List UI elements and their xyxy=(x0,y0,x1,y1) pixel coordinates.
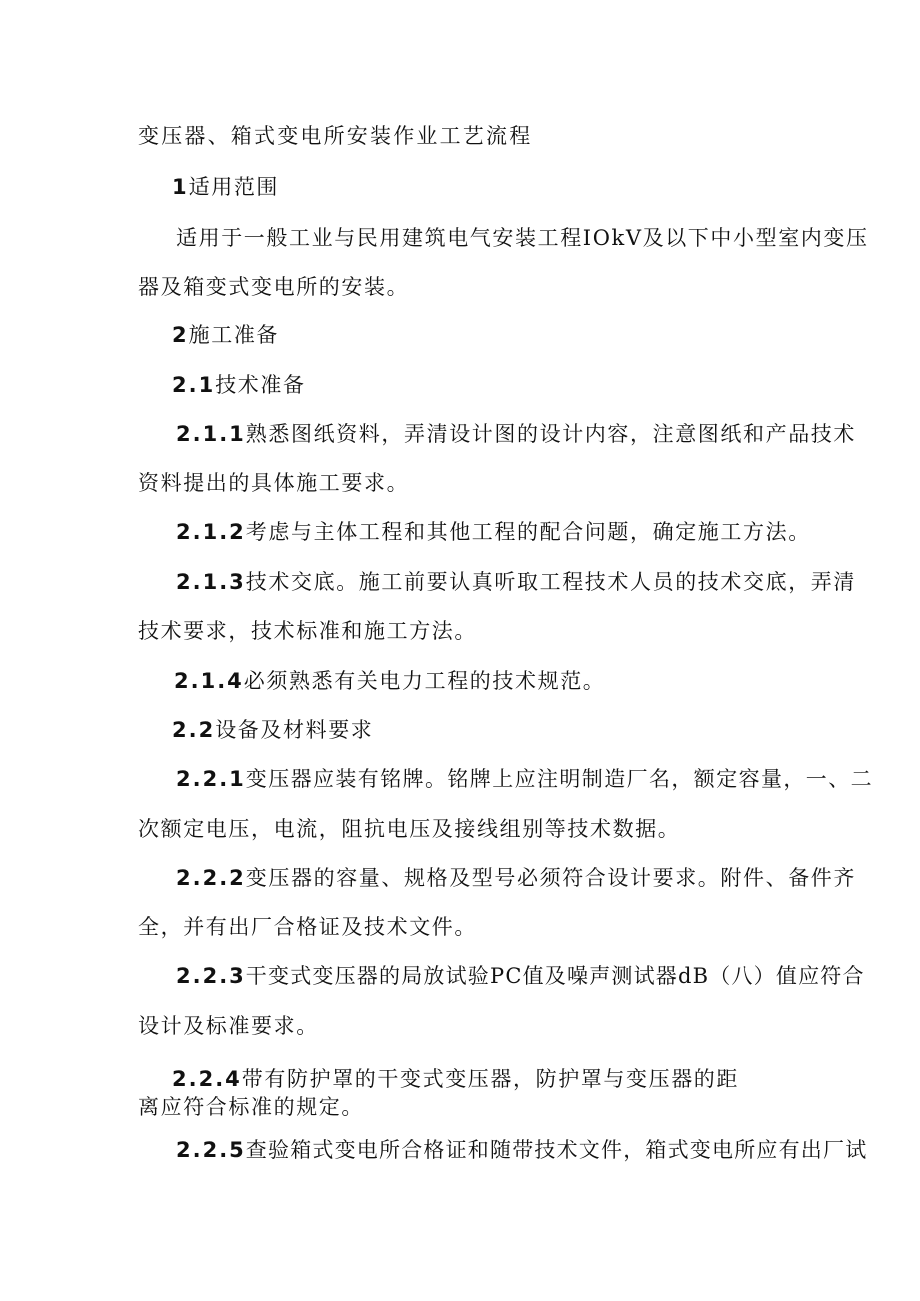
clause-text: 必须熟悉有关电力工程的技术规范。 xyxy=(243,669,606,693)
paragraph-text: 全，并有出厂合格证及技术文件。 xyxy=(138,915,477,939)
section-text: 技术准备 xyxy=(215,373,306,397)
clause-number: 2.1.3 xyxy=(176,570,246,594)
section-number: 1 xyxy=(172,175,189,199)
paragraph-line xyxy=(138,470,409,496)
clause-text: 考虑与主体工程和其他工程的配合问题，确定施工方法。 xyxy=(245,520,811,544)
clause-number: 2.1.1 xyxy=(176,422,246,446)
section-number: 2 xyxy=(172,323,189,347)
paragraph-line xyxy=(138,914,477,940)
paragraph-text: 设计及标准要求。 xyxy=(138,1014,319,1038)
subsection-heading xyxy=(172,717,373,743)
paragraph-line xyxy=(138,618,477,644)
clause-number: 2.1.4 xyxy=(174,669,244,693)
paragraph-line xyxy=(138,816,680,842)
section-text: 设备及材料要求 xyxy=(215,718,374,742)
paragraph-text: 次额定电压，电流，阻抗电压及接线组别等技术数据。 xyxy=(138,817,681,841)
paragraph-text: 器及箱变式变电所的安装。 xyxy=(138,275,410,299)
paragraph-text: 离应符合标准的规定。 xyxy=(138,1095,364,1119)
section-heading xyxy=(172,174,279,200)
clause-line xyxy=(176,963,865,989)
section-number: 2.1 xyxy=(172,373,216,397)
clause-number: 2.2.2 xyxy=(176,866,246,890)
clause-line xyxy=(176,569,856,595)
paragraph-line xyxy=(138,1013,319,1039)
section-text: 适用范围 xyxy=(188,175,280,199)
document-title: 变压器、箱式变电所安装作业工艺流程 xyxy=(138,124,533,148)
clause-line xyxy=(176,421,856,447)
clause-text: 变压器应装有铭牌。铭牌上应注明制造厂名，额定容量，一、二 xyxy=(245,767,873,791)
clause-line xyxy=(174,668,605,694)
clause-text: 技术交底。施工前要认真听取工程技术人员的技术交底，弄清 xyxy=(245,570,856,594)
paragraph-text: 资料提出的具体施工要求。 xyxy=(138,471,410,495)
clause-text: 变压器的容量、规格及型号必须符合设计要求。附件、备件齐 xyxy=(245,866,856,890)
section-text: 施工准备 xyxy=(188,323,280,347)
clause-number: 2.2.5 xyxy=(176,1138,246,1162)
paragraph-line xyxy=(138,1094,364,1120)
paragraph-line xyxy=(138,274,409,300)
clause-number: 2.1.2 xyxy=(176,520,246,544)
section-number: 2.2 xyxy=(172,718,216,742)
clause-number: 2.2.4 xyxy=(172,1067,242,1091)
clause-text: 熟悉图纸资料，弄清设计图的设计内容，注意图纸和产品技术 xyxy=(245,422,856,446)
subsection-heading xyxy=(172,372,306,398)
clause-number: 2.2.1 xyxy=(176,767,246,791)
clause-line xyxy=(172,1066,739,1092)
clause-number: 2.2.3 xyxy=(176,964,246,988)
clause-text: 带有防护罩的干变式变压器，防护罩与变压器的距 xyxy=(241,1067,739,1091)
clause-line xyxy=(176,1137,867,1163)
paragraph-line xyxy=(176,225,869,251)
clause-text: 干变式变压器的局放试验PC值及噪声测试器dB（八）值应符合 xyxy=(245,964,865,988)
clause-line xyxy=(176,865,856,891)
section-heading xyxy=(172,322,279,348)
clause-line xyxy=(176,519,811,545)
paragraph-text: 技术要求，技术标准和施工方法。 xyxy=(138,619,477,643)
clause-line xyxy=(176,766,873,792)
clause-text: 查验箱式变电所合格证和随带技术文件，箱式变电所应有出厂试 xyxy=(245,1138,868,1162)
paragraph-text: 适用于一般工业与民用建筑电气安装工程IOkV及以下中小型室内变压 xyxy=(176,226,869,250)
